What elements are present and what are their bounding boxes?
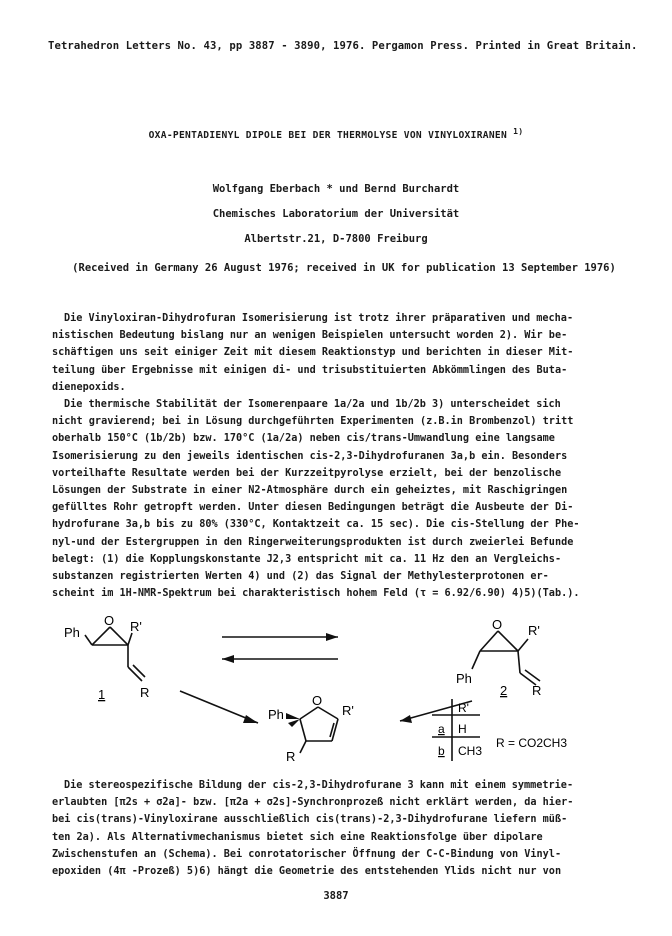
text-line: Isomerisierung zu den jeweils identischen cis-2,3-Dihydrofuranen 3a,b ein. Besonders bbox=[52, 450, 568, 462]
received-dates: (Received in Germany 26 August 1976; received in UK for publication 13 September 1976) bbox=[72, 262, 616, 274]
table-row-b-value: CH3 bbox=[458, 744, 483, 758]
table-head: R' bbox=[458, 701, 469, 715]
c2-r: R bbox=[532, 683, 542, 698]
text-line: hydrofurane 3a,b bis zu 80% (330°C, Kontaktzeit ca. 15 sec). Die cis-Stellung der Phe- bbox=[52, 519, 580, 531]
text-line: nistischen Bedeutung bislang nur an wenigen Beispielen untersucht worden 2). Wir be- bbox=[52, 330, 568, 342]
page-number: 3887 bbox=[323, 890, 349, 902]
table-row-a-value: H bbox=[458, 722, 467, 736]
table-row-a-label: a bbox=[438, 722, 445, 736]
c3-o: O bbox=[312, 693, 323, 708]
c2-o: O bbox=[492, 617, 503, 632]
text-line: epoxiden (4π -Prozeß) 5)6) hängt die Geometrie des entstehenden Ylids nicht nur von bbox=[52, 866, 562, 878]
compound-2-label: 2 bbox=[500, 683, 508, 698]
wedge-bond bbox=[286, 713, 300, 719]
text-line: teilung über Ergebnisse mit einigen di- und trisubstituierten Abkömmlingen des Buta- bbox=[52, 364, 568, 376]
text-line: Zwischenstufen an (Schema). Bei conrotatorischer Öffnung der C-C-Bindung von Vinyl- bbox=[52, 848, 562, 860]
article-title bbox=[0, 127, 672, 141]
c1-o: O bbox=[104, 615, 115, 628]
arrowhead-2-to-3 bbox=[400, 715, 412, 723]
wedge-bond-ph bbox=[288, 719, 300, 727]
c3-ph: Ph bbox=[268, 707, 284, 722]
title-footnote-ref: 1) bbox=[513, 127, 524, 136]
text-line: Die Vinyloxiran-Dihydrofuran Isomerisierung ist trotz ihrer präparativen und mecha- bbox=[64, 313, 574, 324]
text-line: Die stereospezifische Bildung der cis-2,3-Dihydrofurane 3 kann mit einem symmetrie- bbox=[64, 780, 574, 791]
authors: Wolfgang Eberbach * und Bernd Burchardt bbox=[212, 183, 460, 195]
text-line: Die thermische Stabilität der Isomerenpaare 1a/2a und 1b/2b 3) unterscheidet sich bbox=[64, 399, 561, 411]
text-line: belegt: (1) die Kopplungskonstante J2,3 entspricht mit ca. 11 Hz den an Vergleichs- bbox=[52, 553, 562, 565]
reaction-scheme bbox=[0, 615, 672, 765]
text-line: dienepoxids. bbox=[52, 381, 126, 393]
text-line: ten 2a). Als Alternativmechanismus bietet sich eine Reaktionsfolge über dipolare bbox=[52, 831, 543, 843]
text-line: nicht gravierend; bei in Lösung durchgeführten Experimenten (z.B.in Brombenzol) tritt bbox=[52, 416, 574, 428]
c2-r1: R' bbox=[528, 623, 540, 638]
c2-ph: Ph bbox=[456, 671, 472, 686]
forward-arrowhead bbox=[326, 633, 338, 641]
compound-1-label: 1 bbox=[98, 687, 106, 702]
text-line: scheint im 1H-NMR-Spektrum bei charakteristisch hohem Feld (τ = 6.92/6.90) 4)5)(Tab.). bbox=[52, 588, 580, 600]
text-line: erlaubten [π2s + σ2a]- bzw. [π2a + σ2s]-Synchronprozeß nicht erklärt werden, da hier- bbox=[52, 797, 574, 809]
body-text-1 bbox=[52, 310, 622, 602]
text-line: schäftigen uns seit einiger Zeit mit diesem Reaktionstyp und berichten in dieser Mit- bbox=[52, 347, 574, 359]
table-row-b-label: b bbox=[438, 744, 445, 758]
reverse-arrowhead bbox=[222, 655, 234, 663]
text-line: substanzen registrierten Werten 4) und (2) das Signal der Methylesterprotonen er- bbox=[52, 571, 549, 583]
address: Albertstr.21, D-7800 Freiburg bbox=[244, 233, 428, 245]
c3-r1: R' bbox=[342, 703, 354, 718]
r-definition: R = CO2CH3 bbox=[496, 736, 568, 750]
text-line: Lösungen der Substrate in einer N2-Atmosphäre durch ein geheiztes, mit Raschigringen bbox=[52, 485, 568, 497]
text-line: oberhalb 150°C (1b/2b) bzw. 170°C (1a/2a) neben cis/trans-Umwandlung eine langsame bbox=[52, 433, 555, 445]
c1-r: R bbox=[140, 685, 150, 700]
affiliation: Chemisches Laboratorium der Universität bbox=[212, 208, 460, 220]
text-line: gefülltes Rohr getropft werden. Unter diesen Bedingungen beträgt die Ausbeute der Di- bbox=[52, 502, 574, 514]
c3-r: R bbox=[286, 749, 296, 764]
c1-r1: R' bbox=[130, 619, 142, 634]
title-text: OXA-PENTADIENYL DIPOLE BEI DER THERMOLYSE VON VINYLOXIRANEN bbox=[148, 130, 508, 142]
text-line: bei cis(trans)-Vinyloxirane ausschließlich cis(trans)-2,3-Dihydrofurane liefern müß- bbox=[52, 814, 568, 826]
text-line: vorteilhafte Resultate werden bei der Kurzzeitpyrolyse erzielt, bei der benzolische bbox=[52, 467, 562, 479]
arrowhead-1-to-3 bbox=[243, 715, 258, 723]
text-line: nyl-und der Estergruppen in den Ringerweiterungsprodukten ist durch zweierlei Befunde bbox=[52, 536, 574, 548]
journal-header: Tetrahedron Letters No. 43, pp 3887 - 3890, 1976. Pergamon Press. Printed in Great Britain. bbox=[48, 40, 638, 52]
c1-ph: Ph bbox=[64, 625, 80, 640]
body-text-2 bbox=[52, 777, 622, 880]
